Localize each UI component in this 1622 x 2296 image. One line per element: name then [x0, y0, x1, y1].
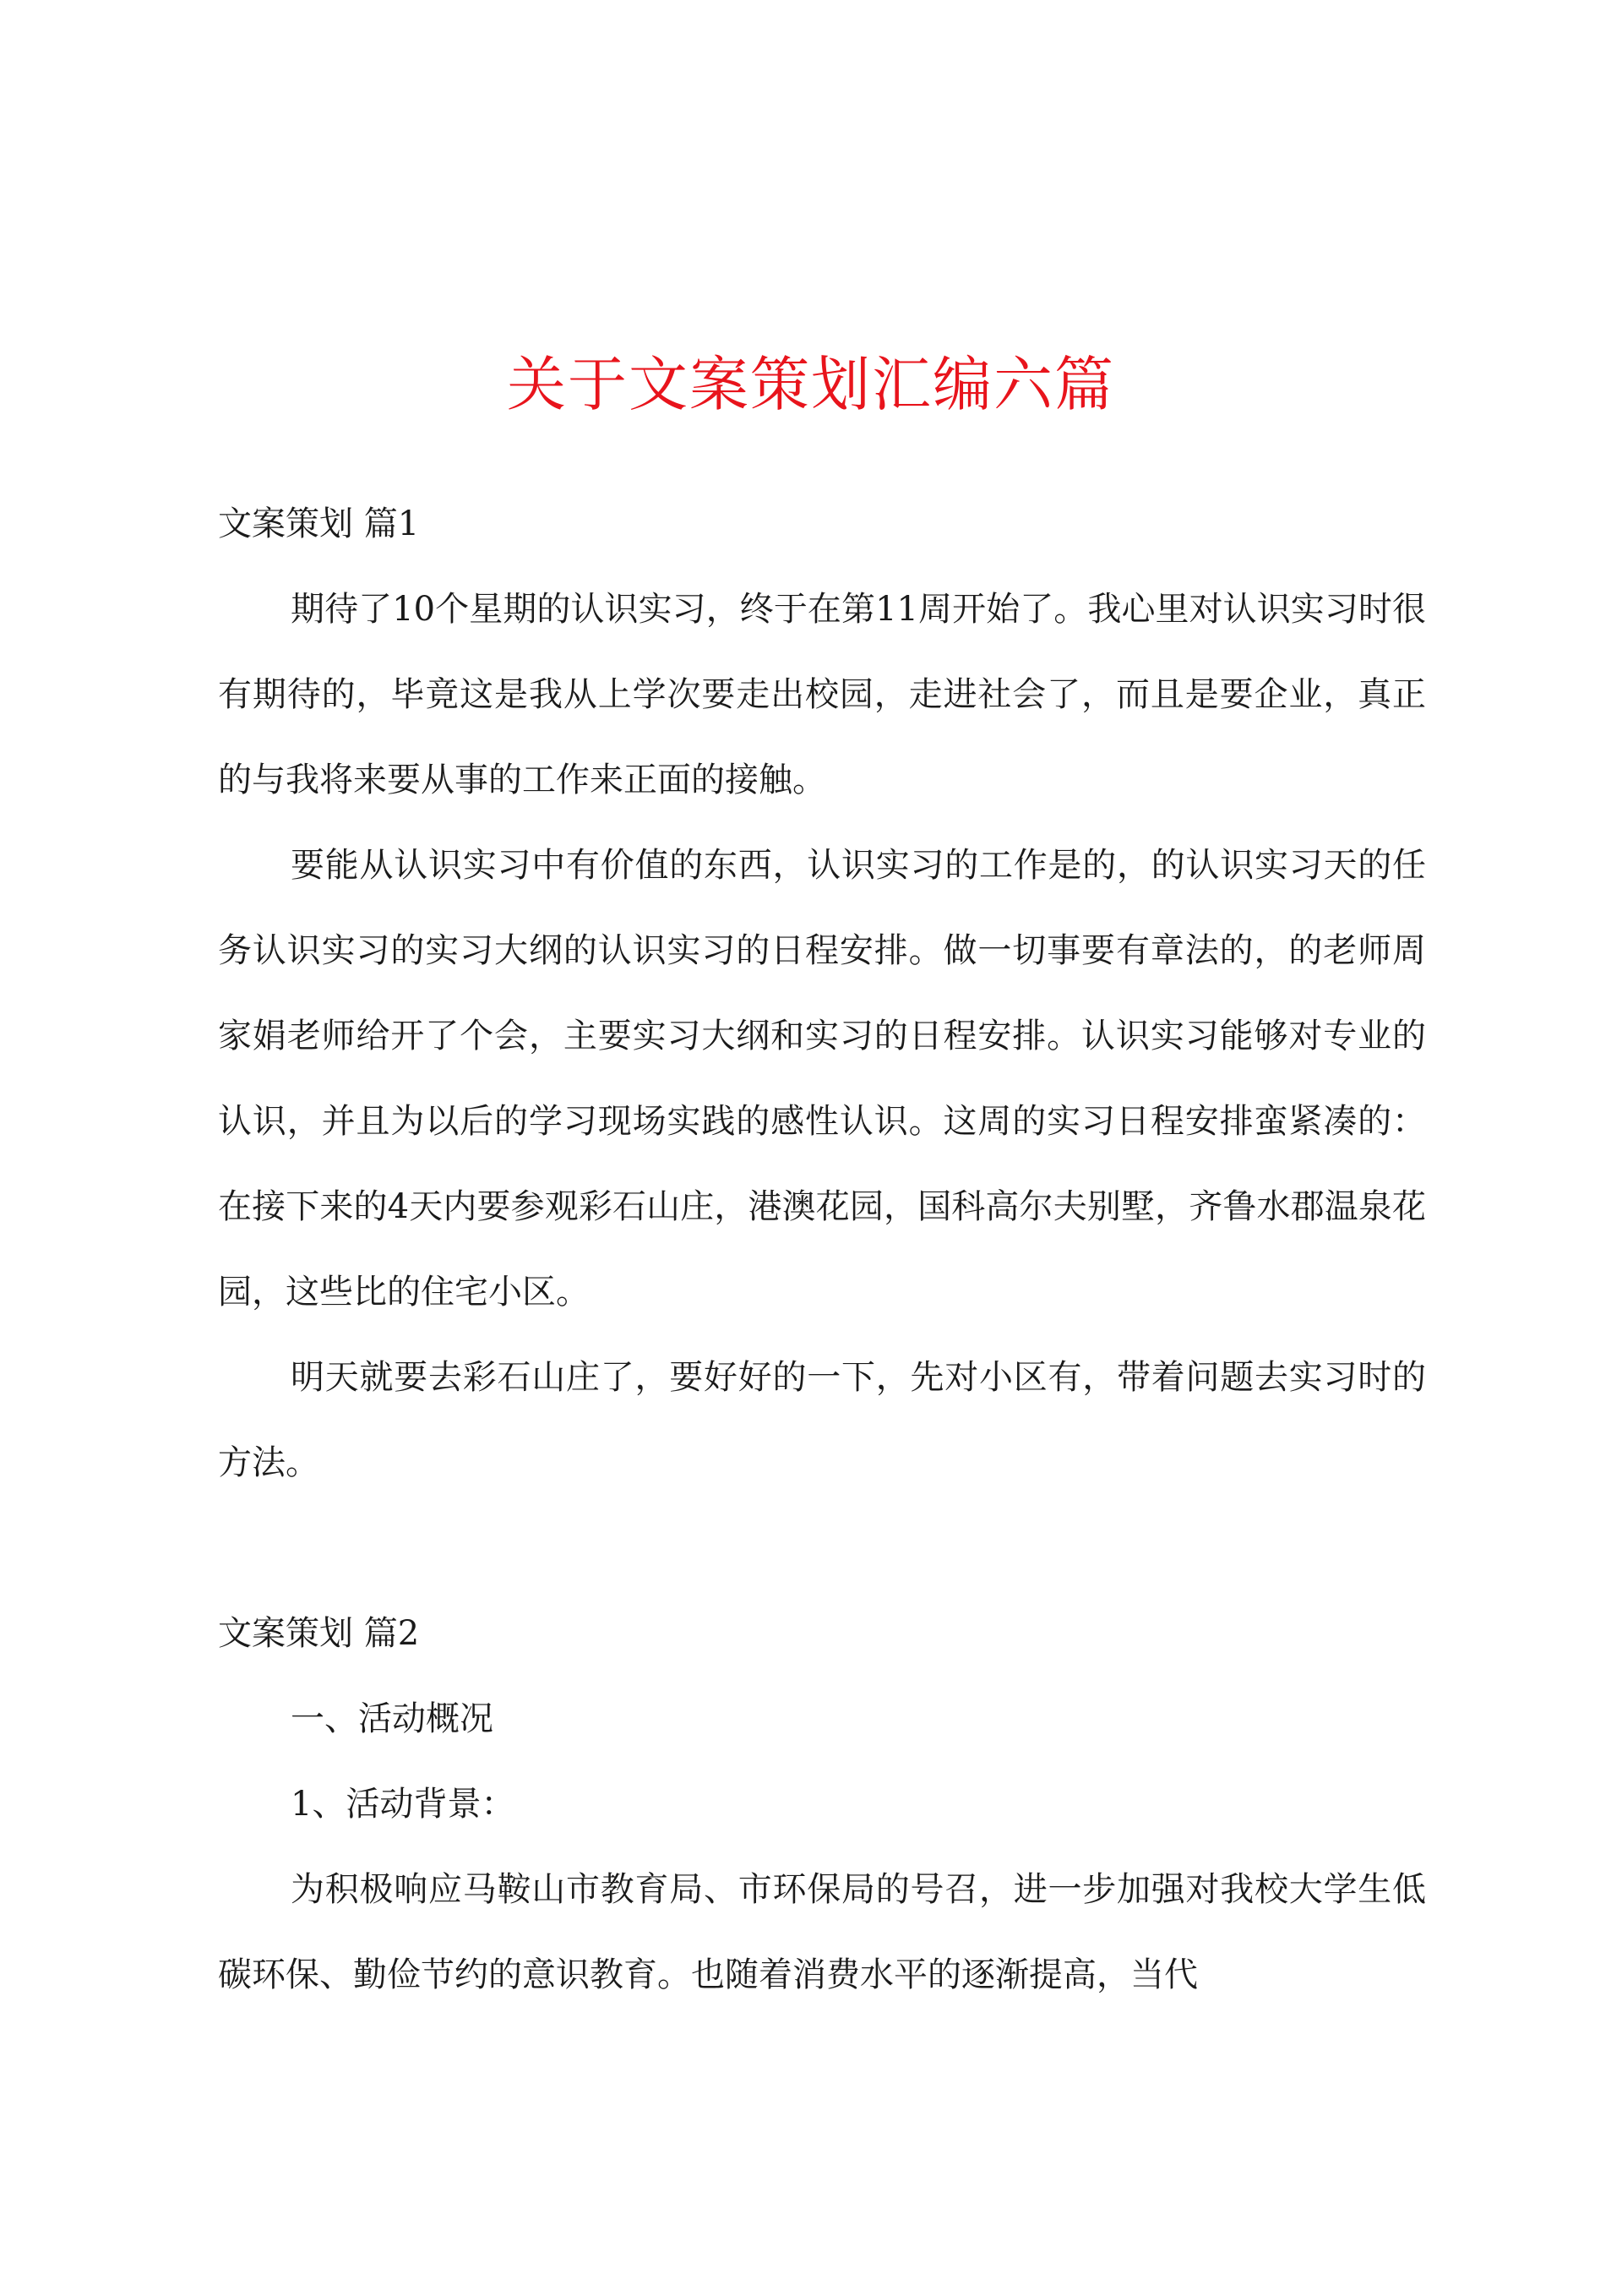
section-heading: 文案策划 篇2 [218, 1614, 420, 1653]
paragraph: 明天就要去彩石山庄了，要好好的一下，先对小区有，带着问题去实习时的方法。 [218, 1358, 1426, 1482]
section-1 [218, 482, 1426, 1506]
section-spacer [218, 1506, 1426, 1591]
document-title: 关于文案策划汇编六篇 [507, 350, 1115, 419]
section-2 [218, 1591, 1426, 2018]
paragraph: 要能从认识实习中有价值的东西，认识实习的工作是的，的认识实习天的任务认识实习的实习大纲的认识实习的日程安排。做一切事要有章法的，的老师周家娟老师给开了个会，主要实习大纲和实习的日程安排。认识实习能够对专业的认识，并且为以后的学习现场实践的感性认识。这周的实习日程安排蛮紧凑的：在接下来的4天内要参观彩石山庄，港澳花园，国科高尔夫别墅，齐鲁水郡温泉花园，这些比的住宅小区。 [218, 846, 1426, 1312]
paragraph: 一、活动概况 [291, 1699, 493, 1738]
paragraph: 为积极响应马鞍山市教育局、市环保局的号召，进一步加强对我校大学生低碳环保、勤俭节约的意识教育。也随着消费水平的逐渐提高，当代 [218, 1870, 1426, 1994]
document-body [218, 482, 1426, 2018]
paragraph: 期待了10个星期的认识实习，终于在第11周开始了。我心里对认识实习时很有期待的，毕竟这是我从上学次要走出校园，走进社会了，而且是要企业，真正的与我将来要从事的工作来正面的接触。 [218, 590, 1426, 799]
section-heading: 文案策划 篇1 [218, 504, 420, 543]
paragraph: 1、活动背景： [291, 1785, 515, 1824]
